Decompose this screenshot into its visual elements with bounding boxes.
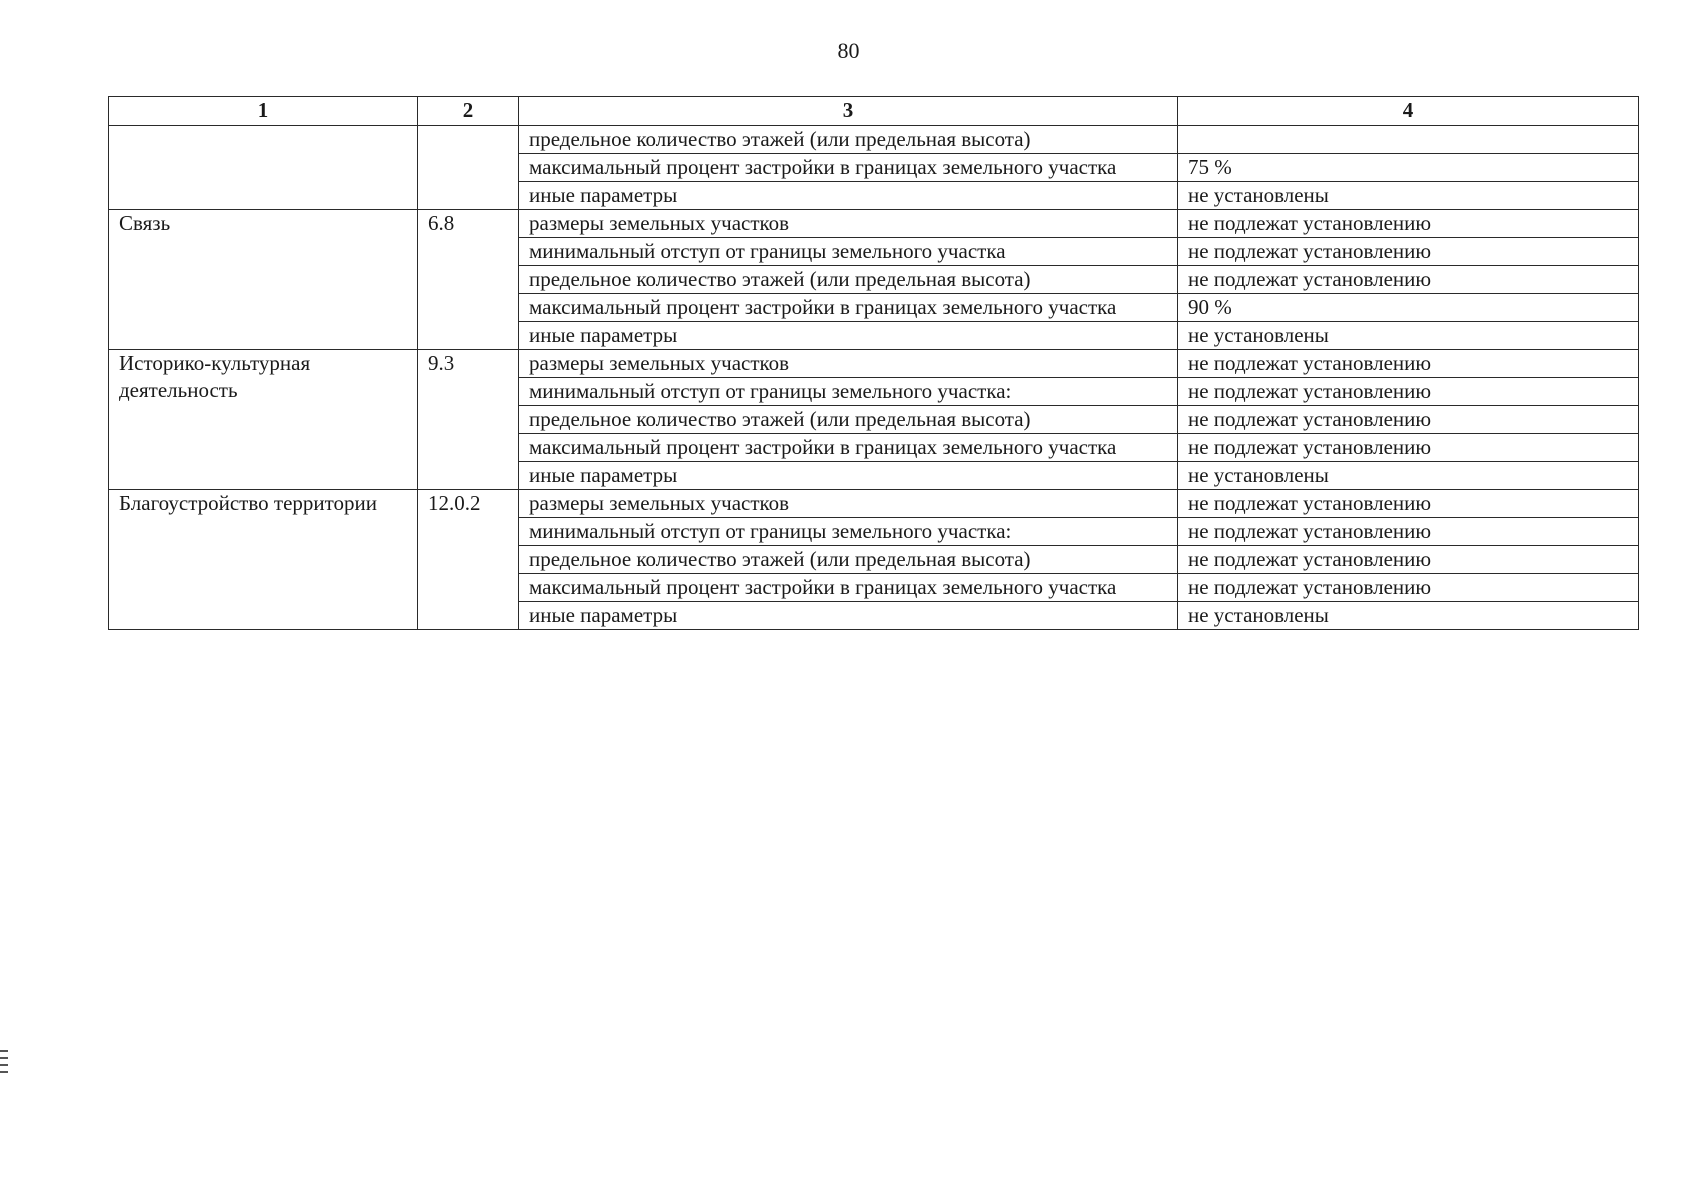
parameter-value-cell <box>1178 126 1639 154</box>
parameter-value-cell: 90 % <box>1178 294 1639 322</box>
parameter-value-cell: не подлежат установлению <box>1178 210 1639 238</box>
parameter-value-cell: 75 % <box>1178 154 1639 182</box>
parameter-value-cell: не подлежат установлению <box>1178 266 1639 294</box>
land-use-code-cell: 6.8 <box>418 210 519 350</box>
header-col-3: 3 <box>519 97 1178 126</box>
parameter-cell: иные параметры <box>519 462 1178 490</box>
parameter-cell: предельное количество этажей (или предельная высота) <box>519 126 1178 154</box>
parameter-cell: размеры земельных участков <box>519 350 1178 378</box>
parameter-cell: максимальный процент застройки в границах земельного участка <box>519 154 1178 182</box>
parameter-cell: иные параметры <box>519 602 1178 630</box>
land-use-type-cell: Благоустройство территории <box>109 490 418 630</box>
land-use-type-cell <box>109 126 418 210</box>
parameter-value-cell: не подлежат установлению <box>1178 546 1639 574</box>
header-col-4: 4 <box>1178 97 1639 126</box>
parameter-value-cell: не подлежат установлению <box>1178 238 1639 266</box>
parameter-cell: минимальный отступ от границы земельного участка <box>519 238 1178 266</box>
parameter-value-cell: не установлены <box>1178 182 1639 210</box>
parameter-value-cell: не подлежат установлению <box>1178 574 1639 602</box>
land-use-type-cell: Связь <box>109 210 418 350</box>
header-row <box>109 97 1639 126</box>
parameter-cell: максимальный процент застройки в границах земельного участка <box>519 294 1178 322</box>
parameter-value-cell: не подлежат установлению <box>1178 518 1639 546</box>
parameter-value-cell: не установлены <box>1178 602 1639 630</box>
header-col-2: 2 <box>418 97 519 126</box>
table-body <box>109 126 1639 630</box>
parameter-value-cell: не подлежат установлению <box>1178 490 1639 518</box>
parameter-cell: минимальный отступ от границы земельного участка: <box>519 518 1178 546</box>
parameter-value-cell: не подлежат установлению <box>1178 434 1639 462</box>
parameter-value-cell: не установлены <box>1178 322 1639 350</box>
land-use-code-cell: 12.0.2 <box>418 490 519 630</box>
parameter-value-cell: не подлежат установлению <box>1178 378 1639 406</box>
parameter-cell: предельное количество этажей (или предельная высота) <box>519 546 1178 574</box>
parameter-cell: размеры земельных участков <box>519 210 1178 238</box>
parameter-cell: иные параметры <box>519 322 1178 350</box>
header-col-1: 1 <box>109 97 418 126</box>
parameters-table <box>108 96 1639 630</box>
parameter-cell: размеры земельных участков <box>519 490 1178 518</box>
table-header <box>109 97 1639 126</box>
parameter-cell: предельное количество этажей (или предельная высота) <box>519 406 1178 434</box>
table-row <box>109 126 1639 154</box>
page-number: 80 <box>837 38 860 63</box>
parameter-cell: минимальный отступ от границы земельного участка: <box>519 378 1178 406</box>
parameter-cell: предельное количество этажей (или предельная высота) <box>519 266 1178 294</box>
land-use-code-cell <box>418 126 519 210</box>
parameter-cell: иные параметры <box>519 182 1178 210</box>
table-row <box>109 210 1639 238</box>
table-row <box>109 490 1639 518</box>
parameter-value-cell: не подлежат установлению <box>1178 406 1639 434</box>
parameter-cell: максимальный процент застройки в границах земельного участка <box>519 434 1178 462</box>
parameter-cell: максимальный процент застройки в границах земельного участка <box>519 574 1178 602</box>
parameter-value-cell: не установлены <box>1178 462 1639 490</box>
land-use-code-cell: 9.3 <box>418 350 519 490</box>
land-use-type-cell: Историко-культурная деятельность <box>109 350 418 490</box>
parameter-value-cell: не подлежат установлению <box>1178 350 1639 378</box>
scan-edge-marks <box>0 1050 8 1078</box>
table-row <box>109 350 1639 378</box>
